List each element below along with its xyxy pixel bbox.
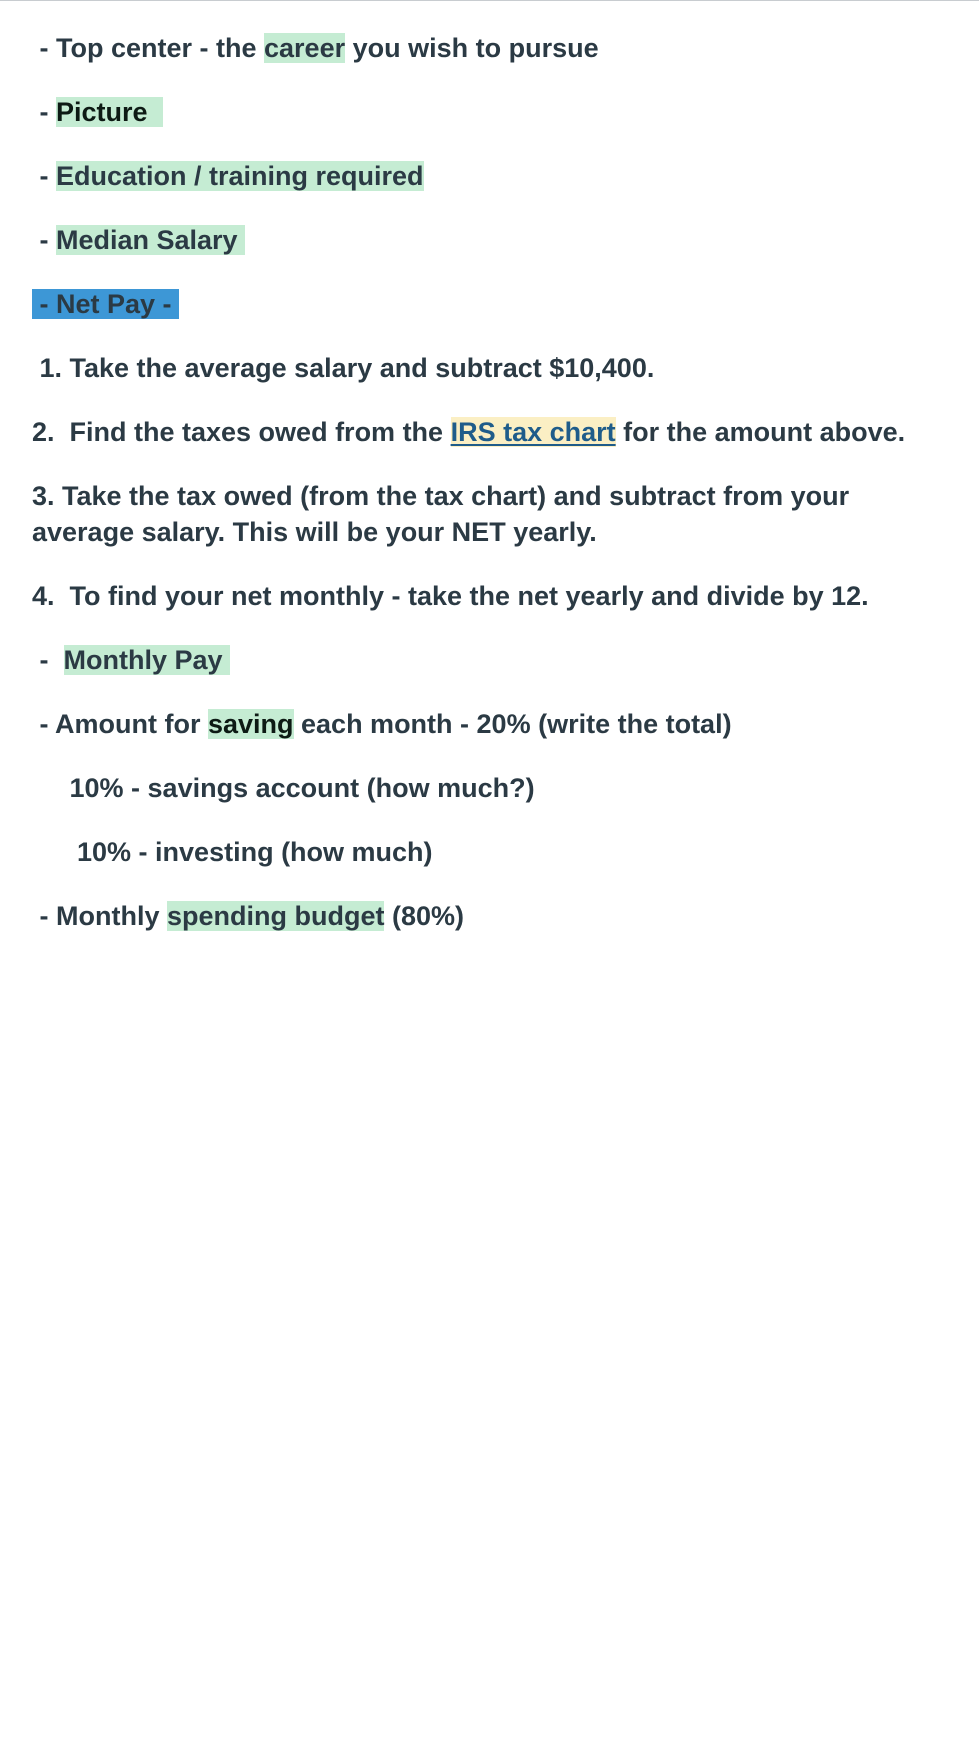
picture-line: - Picture: [32, 97, 163, 127]
education-line: - Education / training required: [32, 161, 424, 191]
net-pay-heading: [32, 286, 952, 322]
step-1-line: 1. Take the average salary and subtract $10,400.: [32, 353, 655, 383]
spending-budget-highlight: spending budget: [166, 901, 385, 931]
net-pay-selection: - Net Pay -: [32, 289, 180, 319]
monthly-pay-highlight: Monthly Pay: [63, 645, 231, 675]
median-salary-line: - Median Salary: [32, 225, 246, 255]
median-salary-highlight: Median Salary: [56, 225, 246, 255]
spending-budget-line: - Monthly spending budget (80%): [32, 901, 464, 931]
career-highlight: career: [264, 33, 346, 63]
education-highlight: Education / training required: [56, 161, 424, 191]
savings-account-line: 10% - savings account (how much?): [32, 773, 535, 803]
irs-tax-chart-link[interactable]: IRS tax chart: [450, 417, 616, 447]
document-body[interactable]: [32, 30, 952, 962]
career-line: - Top center - the career you wish to pursue: [32, 33, 599, 63]
saving-line: - Amount for saving each month - 20% (write the total): [32, 709, 732, 739]
step-4-line: 4. To find your net monthly - take the net yearly and divide by 12.: [32, 581, 869, 611]
investing-line: 10% - investing (how much): [32, 837, 433, 867]
monthly-pay-line: - Monthly Pay: [32, 645, 231, 675]
step-2-line: 2. Find the taxes owed from the IRS tax chart for the amount above.: [32, 417, 906, 447]
top-divider: [0, 0, 979, 1]
picture-highlight: Picture: [56, 97, 163, 127]
saving-highlight: saving: [207, 709, 294, 739]
step-3-line: 3. Take the tax owed (from the tax chart) and subtract from your average salary. This will be your NET yearly.: [32, 481, 850, 547]
